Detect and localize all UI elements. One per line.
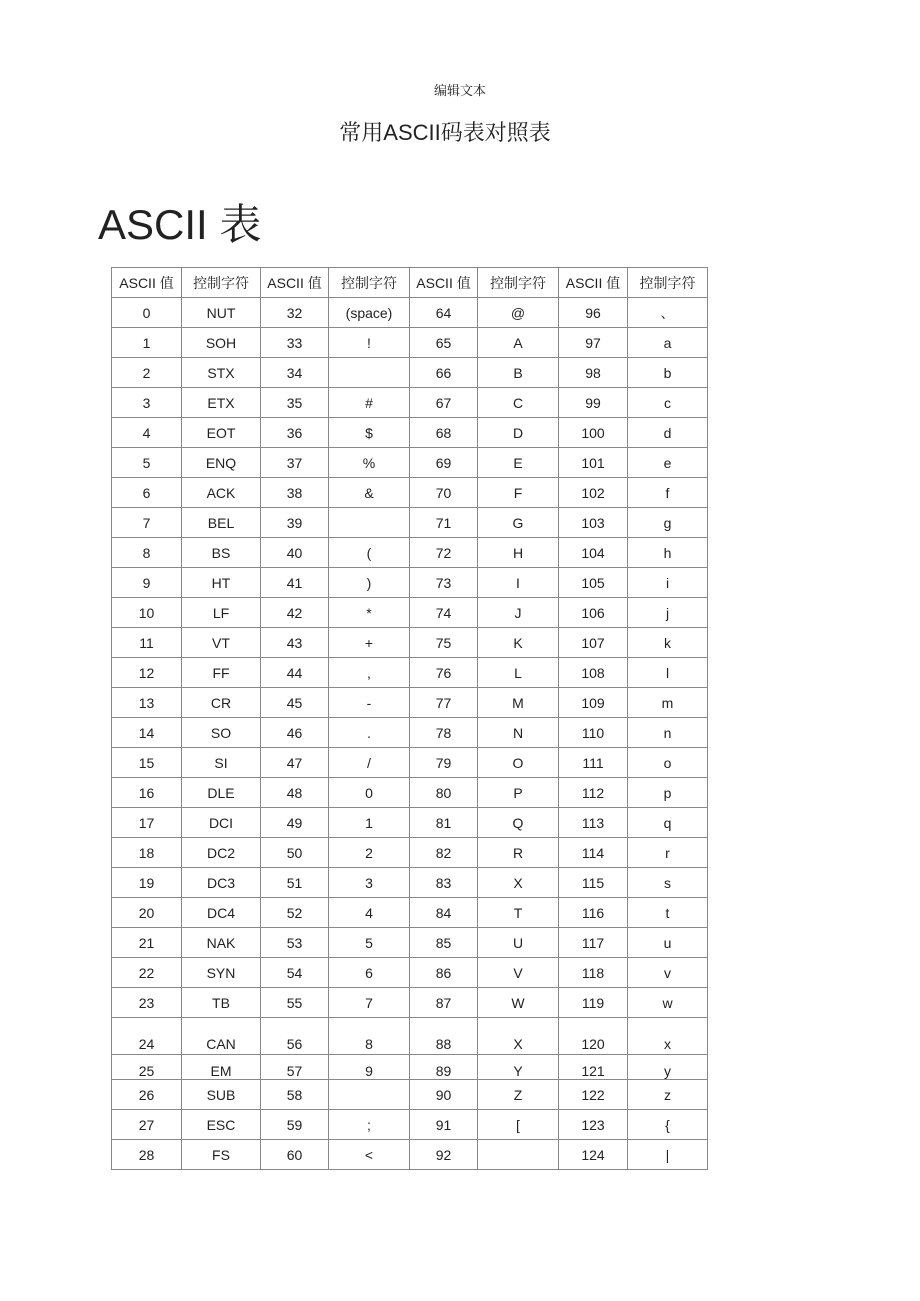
ascii-value-cell: 19: [112, 868, 182, 898]
table-row: [112, 688, 708, 718]
char-cell: ;: [329, 1110, 410, 1140]
char-cell: [329, 508, 410, 538]
char-cell: FS: [182, 1140, 261, 1170]
char-cell: LF: [182, 598, 261, 628]
ascii-value-cell: 38: [261, 478, 329, 508]
char-cell: X: [478, 1018, 559, 1055]
char-cell: c: [628, 388, 708, 418]
ascii-value-cell: 12: [112, 658, 182, 688]
table-row: [112, 598, 708, 628]
char-cell: o: [628, 748, 708, 778]
ascii-value-cell: 16: [112, 778, 182, 808]
char-cell: *: [329, 598, 410, 628]
char-cell: s: [628, 868, 708, 898]
char-cell: d: [628, 418, 708, 448]
ascii-value-cell: 23: [112, 988, 182, 1018]
table-row: [112, 1055, 708, 1080]
ascii-value-cell: 123: [559, 1110, 628, 1140]
ascii-value-cell: 47: [261, 748, 329, 778]
char-cell: [478, 1140, 559, 1170]
char-cell: G: [478, 508, 559, 538]
ascii-value-cell: 40: [261, 538, 329, 568]
ascii-value-cell: 81: [410, 808, 478, 838]
char-cell: SUB: [182, 1080, 261, 1110]
char-cell: .: [329, 718, 410, 748]
char-cell: g: [628, 508, 708, 538]
ascii-value-cell: 20: [112, 898, 182, 928]
ascii-value-cell: 82: [410, 838, 478, 868]
char-cell: @: [478, 298, 559, 328]
table-header-row: [112, 268, 708, 298]
ascii-value-cell: 104: [559, 538, 628, 568]
char-cell: +: [329, 628, 410, 658]
char-cell: u: [628, 928, 708, 958]
ascii-value-cell: 108: [559, 658, 628, 688]
char-cell: BEL: [182, 508, 261, 538]
ascii-value-cell: 69: [410, 448, 478, 478]
char-cell: HT: [182, 568, 261, 598]
ascii-value-cell: 101: [559, 448, 628, 478]
char-cell: U: [478, 928, 559, 958]
ascii-value-cell: 28: [112, 1140, 182, 1170]
ascii-value-cell: 50: [261, 838, 329, 868]
char-cell: SO: [182, 718, 261, 748]
char-cell: F: [478, 478, 559, 508]
ascii-value-cell: 80: [410, 778, 478, 808]
char-cell: {: [628, 1110, 708, 1140]
char-cell: B: [478, 358, 559, 388]
table-row: [112, 358, 708, 388]
char-cell: CR: [182, 688, 261, 718]
char-cell: h: [628, 538, 708, 568]
char-cell: 6: [329, 958, 410, 988]
table-row: [112, 478, 708, 508]
section-heading: ASCII 表: [98, 201, 262, 248]
char-cell: t: [628, 898, 708, 928]
table-row: [112, 988, 708, 1018]
ascii-value-cell: 42: [261, 598, 329, 628]
char-cell: ENQ: [182, 448, 261, 478]
ascii-value-cell: 124: [559, 1140, 628, 1170]
char-cell: 控制字符: [329, 268, 410, 298]
ascii-value-cell: 85: [410, 928, 478, 958]
char-cell: SI: [182, 748, 261, 778]
char-cell: a: [628, 328, 708, 358]
ascii-value-cell: 84: [410, 898, 478, 928]
ascii-value-cell: 114: [559, 838, 628, 868]
ascii-value-cell: 18: [112, 838, 182, 868]
char-cell: !: [329, 328, 410, 358]
ascii-value-cell: 112: [559, 778, 628, 808]
char-cell: NUT: [182, 298, 261, 328]
char-cell: i: [628, 568, 708, 598]
char-cell: n: [628, 718, 708, 748]
char-cell: $: [329, 418, 410, 448]
char-cell: 2: [329, 838, 410, 868]
char-cell: D: [478, 418, 559, 448]
ascii-value-cell: 55: [261, 988, 329, 1018]
char-cell: 5: [329, 928, 410, 958]
table-row: [112, 868, 708, 898]
ascii-value-cell: 70: [410, 478, 478, 508]
char-cell: A: [478, 328, 559, 358]
char-cell: M: [478, 688, 559, 718]
ascii-value-cell: 54: [261, 958, 329, 988]
char-cell: v: [628, 958, 708, 988]
char-cell: DC3: [182, 868, 261, 898]
ascii-value-cell: 7: [112, 508, 182, 538]
char-cell: z: [628, 1080, 708, 1110]
char-cell: TB: [182, 988, 261, 1018]
char-cell: P: [478, 778, 559, 808]
ascii-value-cell: 88: [410, 1018, 478, 1055]
page-header: 编辑文本: [433, 83, 486, 98]
table-row: [112, 1080, 708, 1110]
table-row: [112, 508, 708, 538]
ascii-value-cell: 14: [112, 718, 182, 748]
char-cell: Z: [478, 1080, 559, 1110]
char-cell: l: [628, 658, 708, 688]
ascii-value-cell: 17: [112, 808, 182, 838]
char-cell: DC4: [182, 898, 261, 928]
char-cell: 9: [329, 1055, 410, 1080]
ascii-value-cell: 119: [559, 988, 628, 1018]
table-row: [112, 898, 708, 928]
table-row: [112, 568, 708, 598]
ascii-value-cell: 96: [559, 298, 628, 328]
ascii-value-cell: 26: [112, 1080, 182, 1110]
ascii-value-cell: 57: [261, 1055, 329, 1080]
table-row: [112, 658, 708, 688]
ascii-value-cell: 79: [410, 748, 478, 778]
char-cell: m: [628, 688, 708, 718]
char-cell: p: [628, 778, 708, 808]
ascii-value-cell: 1: [112, 328, 182, 358]
ascii-value-cell: 8: [112, 538, 182, 568]
char-cell: ): [329, 568, 410, 598]
ascii-value-cell: 22: [112, 958, 182, 988]
char-cell: j: [628, 598, 708, 628]
ascii-value-cell: 4: [112, 418, 182, 448]
ascii-value-cell: 97: [559, 328, 628, 358]
char-cell: Q: [478, 808, 559, 838]
ascii-value-cell: 13: [112, 688, 182, 718]
ascii-value-cell: 27: [112, 1110, 182, 1140]
char-cell: 8: [329, 1018, 410, 1055]
char-cell: I: [478, 568, 559, 598]
ascii-value-cell: 120: [559, 1018, 628, 1055]
ascii-value-cell: 111: [559, 748, 628, 778]
char-cell: 3: [329, 868, 410, 898]
ascii-value-cell: 33: [261, 328, 329, 358]
char-cell: 1: [329, 808, 410, 838]
char-cell: DLE: [182, 778, 261, 808]
ascii-table: [111, 267, 708, 1170]
table-row: [112, 778, 708, 808]
ascii-value-cell: 76: [410, 658, 478, 688]
ascii-value-cell: 91: [410, 1110, 478, 1140]
ascii-value-cell: 3: [112, 388, 182, 418]
ascii-value-cell: 116: [559, 898, 628, 928]
ascii-value-cell: 51: [261, 868, 329, 898]
char-cell: (: [329, 538, 410, 568]
char-cell: k: [628, 628, 708, 658]
char-cell: ETX: [182, 388, 261, 418]
ascii-value-cell: ASCII 值: [559, 268, 628, 298]
char-cell: DCI: [182, 808, 261, 838]
char-cell: &: [329, 478, 410, 508]
ascii-value-cell: 117: [559, 928, 628, 958]
char-cell: V: [478, 958, 559, 988]
char-cell: 控制字符: [628, 268, 708, 298]
ascii-value-cell: 103: [559, 508, 628, 538]
table-row: [112, 448, 708, 478]
char-cell: 7: [329, 988, 410, 1018]
table-row: [112, 838, 708, 868]
ascii-value-cell: 105: [559, 568, 628, 598]
ascii-value-cell: 107: [559, 628, 628, 658]
table-row: [112, 298, 708, 328]
ascii-value-cell: 122: [559, 1080, 628, 1110]
ascii-value-cell: 59: [261, 1110, 329, 1140]
char-cell: FF: [182, 658, 261, 688]
char-cell: -: [329, 688, 410, 718]
ascii-value-cell: 0: [112, 298, 182, 328]
char-cell: EM: [182, 1055, 261, 1080]
ascii-value-cell: 66: [410, 358, 478, 388]
ascii-value-cell: 100: [559, 418, 628, 448]
ascii-value-cell: 46: [261, 718, 329, 748]
char-cell: ,: [329, 658, 410, 688]
ascii-value-cell: 110: [559, 718, 628, 748]
table-row: [112, 928, 708, 958]
char-cell: <: [329, 1140, 410, 1170]
ascii-value-cell: 41: [261, 568, 329, 598]
ascii-value-cell: 65: [410, 328, 478, 358]
ascii-value-cell: 86: [410, 958, 478, 988]
table-row: [112, 418, 708, 448]
char-cell: b: [628, 358, 708, 388]
ascii-value-cell: ASCII 值: [112, 268, 182, 298]
char-cell: %: [329, 448, 410, 478]
ascii-value-cell: 5: [112, 448, 182, 478]
ascii-value-cell: 39: [261, 508, 329, 538]
ascii-value-cell: 37: [261, 448, 329, 478]
char-cell: J: [478, 598, 559, 628]
ascii-value-cell: 2: [112, 358, 182, 388]
char-cell: E: [478, 448, 559, 478]
ascii-value-cell: 115: [559, 868, 628, 898]
char-cell: VT: [182, 628, 261, 658]
ascii-value-cell: 64: [410, 298, 478, 328]
char-cell: Y: [478, 1055, 559, 1080]
ascii-value-cell: 87: [410, 988, 478, 1018]
char-cell: NAK: [182, 928, 261, 958]
ascii-value-cell: 25: [112, 1055, 182, 1080]
table-row: [112, 718, 708, 748]
ascii-value-cell: 6: [112, 478, 182, 508]
char-cell: 控制字符: [478, 268, 559, 298]
char-cell: STX: [182, 358, 261, 388]
char-cell: e: [628, 448, 708, 478]
table-row: [112, 1110, 708, 1140]
ascii-value-cell: 35: [261, 388, 329, 418]
ascii-value-cell: 68: [410, 418, 478, 448]
char-cell: x: [628, 1018, 708, 1055]
table-row: [112, 1018, 708, 1055]
char-cell: O: [478, 748, 559, 778]
ascii-value-cell: 11: [112, 628, 182, 658]
ascii-value-cell: 9: [112, 568, 182, 598]
ascii-value-cell: 71: [410, 508, 478, 538]
char-cell: R: [478, 838, 559, 868]
char-cell: [: [478, 1110, 559, 1140]
char-cell: DC2: [182, 838, 261, 868]
ascii-value-cell: 73: [410, 568, 478, 598]
char-cell: /: [329, 748, 410, 778]
ascii-value-cell: 56: [261, 1018, 329, 1055]
ascii-value-cell: 67: [410, 388, 478, 418]
ascii-value-cell: 121: [559, 1055, 628, 1080]
char-cell: y: [628, 1055, 708, 1080]
ascii-value-cell: 78: [410, 718, 478, 748]
char-cell: (space): [329, 298, 410, 328]
ascii-value-cell: 109: [559, 688, 628, 718]
char-cell: BS: [182, 538, 261, 568]
ascii-value-cell: 53: [261, 928, 329, 958]
char-cell: SOH: [182, 328, 261, 358]
ascii-value-cell: 60: [261, 1140, 329, 1170]
ascii-value-cell: 49: [261, 808, 329, 838]
ascii-value-cell: 43: [261, 628, 329, 658]
ascii-value-cell: 92: [410, 1140, 478, 1170]
char-cell: T: [478, 898, 559, 928]
char-cell: ACK: [182, 478, 261, 508]
table-row: [112, 538, 708, 568]
ascii-value-cell: 44: [261, 658, 329, 688]
ascii-value-cell: 36: [261, 418, 329, 448]
document-title: 常用ASCII码表对照表: [339, 120, 551, 145]
char-cell: [329, 1080, 410, 1110]
char-cell: L: [478, 658, 559, 688]
table-row: [112, 628, 708, 658]
ascii-value-cell: 98: [559, 358, 628, 388]
char-cell: X: [478, 868, 559, 898]
char-cell: 、: [628, 298, 708, 328]
ascii-value-cell: 72: [410, 538, 478, 568]
char-cell: H: [478, 538, 559, 568]
ascii-value-cell: 83: [410, 868, 478, 898]
ascii-value-cell: 113: [559, 808, 628, 838]
char-cell: 0: [329, 778, 410, 808]
ascii-value-cell: 77: [410, 688, 478, 718]
table-row: [112, 748, 708, 778]
ascii-value-cell: 45: [261, 688, 329, 718]
char-cell: r: [628, 838, 708, 868]
char-cell: CAN: [182, 1018, 261, 1055]
ascii-value-cell: 15: [112, 748, 182, 778]
table-row: [112, 808, 708, 838]
table-row: [112, 388, 708, 418]
char-cell: N: [478, 718, 559, 748]
ascii-value-cell: 106: [559, 598, 628, 628]
ascii-value-cell: ASCII 值: [261, 268, 329, 298]
ascii-value-cell: 75: [410, 628, 478, 658]
char-cell: |: [628, 1140, 708, 1170]
ascii-value-cell: 52: [261, 898, 329, 928]
ascii-value-cell: 48: [261, 778, 329, 808]
ascii-value-cell: 24: [112, 1018, 182, 1055]
ascii-value-cell: 118: [559, 958, 628, 988]
char-cell: w: [628, 988, 708, 1018]
char-cell: q: [628, 808, 708, 838]
table-row: [112, 958, 708, 988]
char-cell: W: [478, 988, 559, 1018]
char-cell: #: [329, 388, 410, 418]
ascii-value-cell: 34: [261, 358, 329, 388]
char-cell: K: [478, 628, 559, 658]
char-cell: SYN: [182, 958, 261, 988]
char-cell: f: [628, 478, 708, 508]
ascii-value-cell: 32: [261, 298, 329, 328]
ascii-value-cell: ASCII 值: [410, 268, 478, 298]
table-row: [112, 1140, 708, 1170]
ascii-value-cell: 58: [261, 1080, 329, 1110]
char-cell: 4: [329, 898, 410, 928]
char-cell: C: [478, 388, 559, 418]
char-cell: [329, 358, 410, 388]
char-cell: ESC: [182, 1110, 261, 1140]
ascii-value-cell: 10: [112, 598, 182, 628]
ascii-value-cell: 74: [410, 598, 478, 628]
ascii-value-cell: 89: [410, 1055, 478, 1080]
char-cell: 控制字符: [182, 268, 261, 298]
table-row: [112, 328, 708, 358]
char-cell: EOT: [182, 418, 261, 448]
ascii-value-cell: 99: [559, 388, 628, 418]
ascii-value-cell: 102: [559, 478, 628, 508]
ascii-value-cell: 21: [112, 928, 182, 958]
ascii-value-cell: 90: [410, 1080, 478, 1110]
